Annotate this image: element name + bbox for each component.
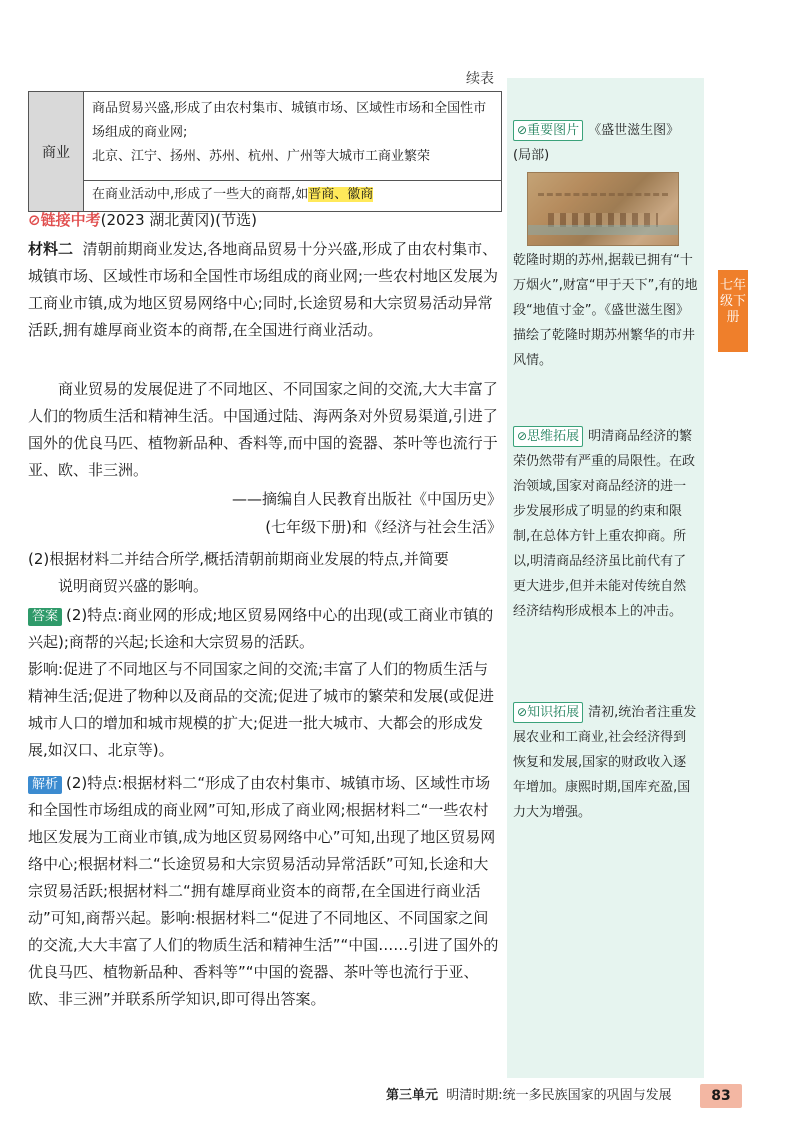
answer-text: (2)特点:商业网的形成;地区贸易网络中心的出现(或工商业市镇的兴起);商帮的兴起;长途和大宗贸易的活跃。	[28, 606, 494, 651]
picture-heading	[513, 118, 699, 143]
question	[28, 546, 502, 600]
page-number: 83	[700, 1084, 742, 1108]
knowledge-text: 清初,统治者注重发展农业和工商业,社会经济得到恢复和发展,国家的财政收入逐年增加。康熙时期,国库充盈,国力大为增强。	[513, 705, 697, 820]
material-text: 商业贸易的发展促进了不同地区、不同国家之间的交流,大大丰富了人们的物质生活和精神生活。中国通过陆、海两条对外贸易渠道,引进了国外的优良马匹、植物新品种、香料等,而中国的瓷器、茶叶等也流行于亚、欧、非三洲。	[28, 380, 498, 479]
picture-tag: ⊘重要图片	[513, 120, 583, 141]
painting-image	[527, 172, 679, 246]
grade-side-tab: 七年级下册	[718, 270, 748, 352]
table-text: 在商业活动中,形成了一些大的商帮,如	[92, 187, 309, 202]
picture-title: 《盛世滋生图》	[588, 123, 680, 138]
analysis	[28, 770, 502, 1013]
knowledge-tag: ⊘知识拓展	[513, 702, 583, 723]
table-cell	[84, 92, 502, 181]
knowledge-block	[513, 700, 699, 825]
link-heading	[28, 208, 257, 232]
table-text: 北京、江宁、扬州、苏州、杭州、广州等大城市工商业繁荣	[92, 149, 431, 164]
picture-caption: 乾隆时期的苏州,据载已拥有“十万烟火”,财富“甲于天下”,有的地段“地值寸金”。《盛世滋生图》描绘了乾隆时期苏州繁华的市井风情。	[513, 253, 698, 368]
analysis-text: (2)特点:根据材料二“形成了由农村集市、城镇市场、区域性市场和全国性市场组成的商业网”可知,形成了商业网;根据材料二“一些农村地区发展为工商业市镇,成为地区贸易网络中心”可知,出现了地区贸易网络中心;根据材料二“长途贸易和大宗贸易活动异常活跃”可知,长途和大宗贸易活跃;根据材料二“拥有雄厚商业资本的商帮,在全国进行商业活动”可知,商帮兴起。影响:根据材料二“促进了不同地区、不同国家之间的交流,大大丰富了人们的物质生活和精神生活”“中国……引进了国外的优良马匹、植物新品种、香料等”“中国的瓷器、茶叶等也流行于亚、欧、非三洲”并联系所学知识,即可得出答案。	[28, 774, 499, 1008]
footer	[386, 1086, 672, 1106]
thinking-text: 明清商品经济的繁荣仍然带有严重的局限性。在政治领域,国家对商品经济的进一步发展形成了明显的约束和限制,在总体方针上重农抑商。所以,明清商品经济虽比前代有了更大进步,但并未能对传统自然经济结构形成根本上的冲击。	[513, 429, 696, 619]
link-tag: 链接中考	[40, 211, 101, 229]
material-para-2	[28, 376, 502, 484]
answer-features	[28, 602, 502, 656]
footer-unit: 第三单元	[386, 1088, 439, 1103]
material-source: ——摘编自人民教育出版社《中国历史》	[231, 490, 502, 508]
material-para-1	[28, 236, 502, 344]
link-icon: ⊘	[28, 211, 41, 229]
footer-title: 明清时期:统一多民族国家的巩固与发展	[446, 1088, 672, 1103]
answer-badge: 答案	[28, 608, 62, 626]
link-chain-icon: ⊘	[517, 429, 528, 443]
table-row-label: 商业	[29, 92, 84, 212]
analysis-badge: 解析	[28, 776, 62, 794]
table-cell	[84, 181, 502, 212]
table-text: 商品贸易兴盛,形成了由农村集市、城镇市场、区域性市场和全国性市场组成的商业网;	[92, 101, 487, 140]
commerce-table	[28, 91, 502, 212]
material-text: 清朝前期商业发达,各地商品贸易十分兴盛,形成了由农村集市、城镇市场、区域性市场和全国性市场组成的商业网;一些农村地区发展为工商业市镇,成为地区贸易网络中心;同时,长途贸易和大宗贸易活动异常活跃,拥有雄厚商业资本的商帮,在全国进行商业活动。	[28, 240, 499, 339]
question-text: (2)根据材料二并结合所学,概括清朝前期商业发展的特点,并简要	[28, 550, 449, 568]
link-source: (2023 湖北黄冈)(节选)	[100, 211, 257, 229]
link-chain-icon: ⊘	[517, 705, 528, 719]
question-text: 说明商贸兴盛的影响。	[58, 577, 209, 595]
picture-sub: (局部)	[513, 148, 550, 163]
material-title: 材料二	[28, 240, 74, 258]
answer-influence: 影响:促进了不同地区与不同国家之间的交流;丰富了人们的物质生活与精神生活;促进了物种以及商品的交流;促进了城市的繁荣和发展(或促进城市人口的增加和城市规模的扩大;促进一批大城市、大都会的形成发展,如汉口、北京等)。	[28, 660, 494, 759]
thinking-block	[513, 424, 699, 624]
material-source: (七年级下册)和《经济与社会生活》	[265, 518, 502, 536]
continued-label: 续表	[466, 71, 494, 87]
highlight-text: 晋商、徽商	[308, 187, 374, 202]
link-chain-icon: ⊘	[517, 123, 528, 137]
thinking-tag: ⊘思维拓展	[513, 426, 583, 447]
